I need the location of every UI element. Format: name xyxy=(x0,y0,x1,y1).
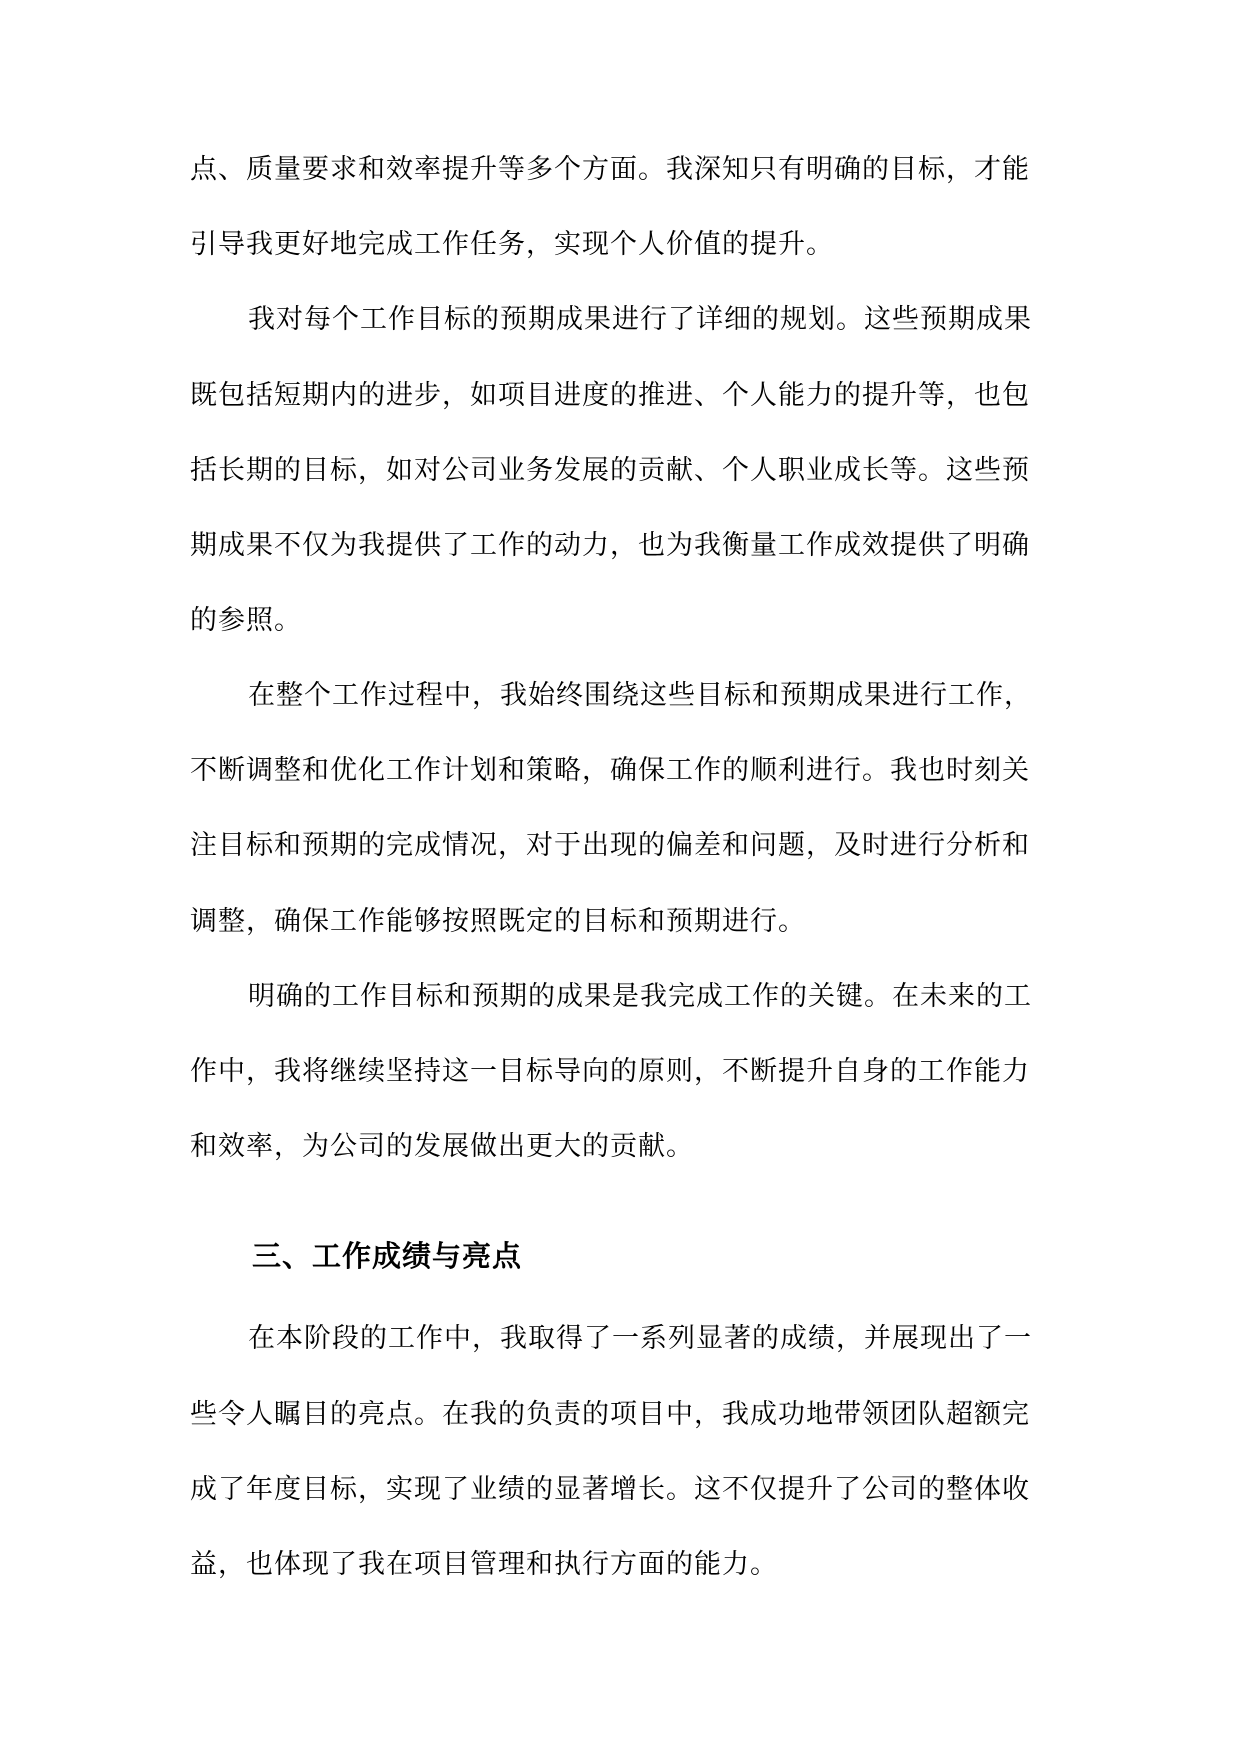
section-heading: 三、工作成绩与亮点 xyxy=(252,1239,523,1273)
paragraph-4-line-2: 作中，我将继续坚持这一目标导向的原则，不断提升自身的工作能力 xyxy=(190,1056,1030,1087)
paragraph-5-line-1: 在本阶段的工作中，我取得了一系列显著的成绩，并展现出了一 xyxy=(248,1323,1032,1354)
paragraph-5-line-3: 成了年度目标，实现了业绩的显著增长。这不仅提升了公司的整体收 xyxy=(190,1474,1030,1505)
paragraph-2-line-2: 既包括短期内的进步，如项目进度的推进、个人能力的提升等，也包 xyxy=(190,380,1030,411)
paragraph-3-line-4: 调整，确保工作能够按照既定的目标和预期进行。 xyxy=(190,906,806,937)
paragraph-2-line-5: 的参照。 xyxy=(190,605,302,636)
paragraph-5-line-4: 益，也体现了我在项目管理和执行方面的能力。 xyxy=(190,1549,778,1580)
paragraph-3-line-2: 不断调整和优化工作计划和策略，确保工作的顺利进行。我也时刻关 xyxy=(190,755,1030,786)
paragraph-1-line-1: 点、质量要求和效率提升等多个方面。我深知只有明确的目标，才能 xyxy=(190,154,1030,185)
paragraph-1-line-2: 引导我更好地完成工作任务，实现个人价值的提升。 xyxy=(190,229,834,260)
paragraph-2-line-1: 我对每个工作目标的预期成果进行了详细的规划。这些预期成果 xyxy=(248,304,1032,335)
paragraph-2-line-4: 期成果不仅为我提供了工作的动力，也为我衡量工作成效提供了明确 xyxy=(190,530,1030,561)
paragraph-4-line-1: 明确的工作目标和预期的成果是我完成工作的关键。在未来的工 xyxy=(248,981,1032,1012)
paragraph-2-line-3: 括长期的目标，如对公司业务发展的贡献、个人职业成长等。这些预 xyxy=(190,455,1030,486)
paragraph-3-line-3: 注目标和预期的完成情况，对于出现的偏差和问题，及时进行分析和 xyxy=(190,830,1030,861)
paragraph-5-line-2: 些令人瞩目的亮点。在我的负责的项目中，我成功地带领团队超额完 xyxy=(190,1399,1030,1430)
paragraph-4-line-3: 和效率，为公司的发展做出更大的贡献。 xyxy=(190,1131,694,1162)
paragraph-3-line-1: 在整个工作过程中，我始终围绕这些目标和预期成果进行工作， xyxy=(248,680,1032,711)
